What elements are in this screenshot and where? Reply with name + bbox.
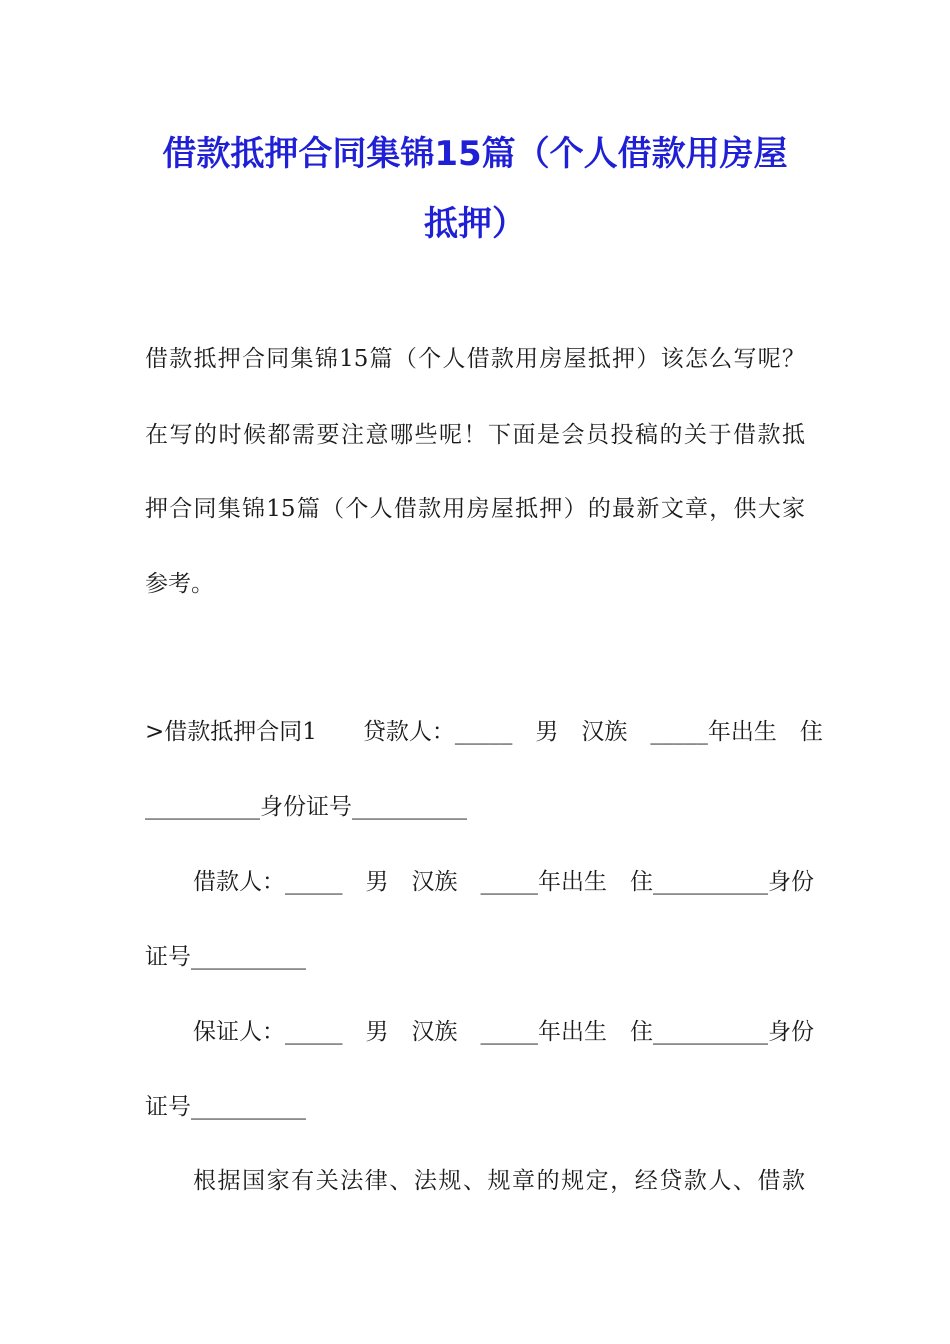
intro-line: 押合同集锦15篇（个人借款用房屋抵押）的最新文章，供大家 [145,496,805,522]
body-line: 保证人：_____ 男 汉族 _____年出生 住__________身份 [193,1019,814,1045]
body-line: __________身份证号__________ [145,794,467,820]
body-line: 根据国家有关法律、法规、规章的规定，经贷款人、借款 [193,1168,805,1194]
body-line: 证号__________ [145,1094,306,1120]
body-line: 证号__________ [145,944,306,970]
intro-line: 借款抵押合同集锦15篇（个人借款用房屋抵押）该怎么写呢？ [145,346,805,372]
document-title-line-1: 借款抵押合同集锦15篇（个人借款用房屋 [162,134,788,174]
contract-heading-line: >借款抵押合同1 贷款人：_____ 男 汉族 _____年出生 住 [145,719,823,745]
intro-line: 参考。 [145,571,214,597]
intro-line: 在写的时候都需要注意哪些呢！下面是会员投稿的关于借款抵 [145,422,805,448]
document-title-line-2: 抵押） [424,204,526,244]
body-line: 借款人：_____ 男 汉族 _____年出生 住__________身份 [193,869,814,895]
